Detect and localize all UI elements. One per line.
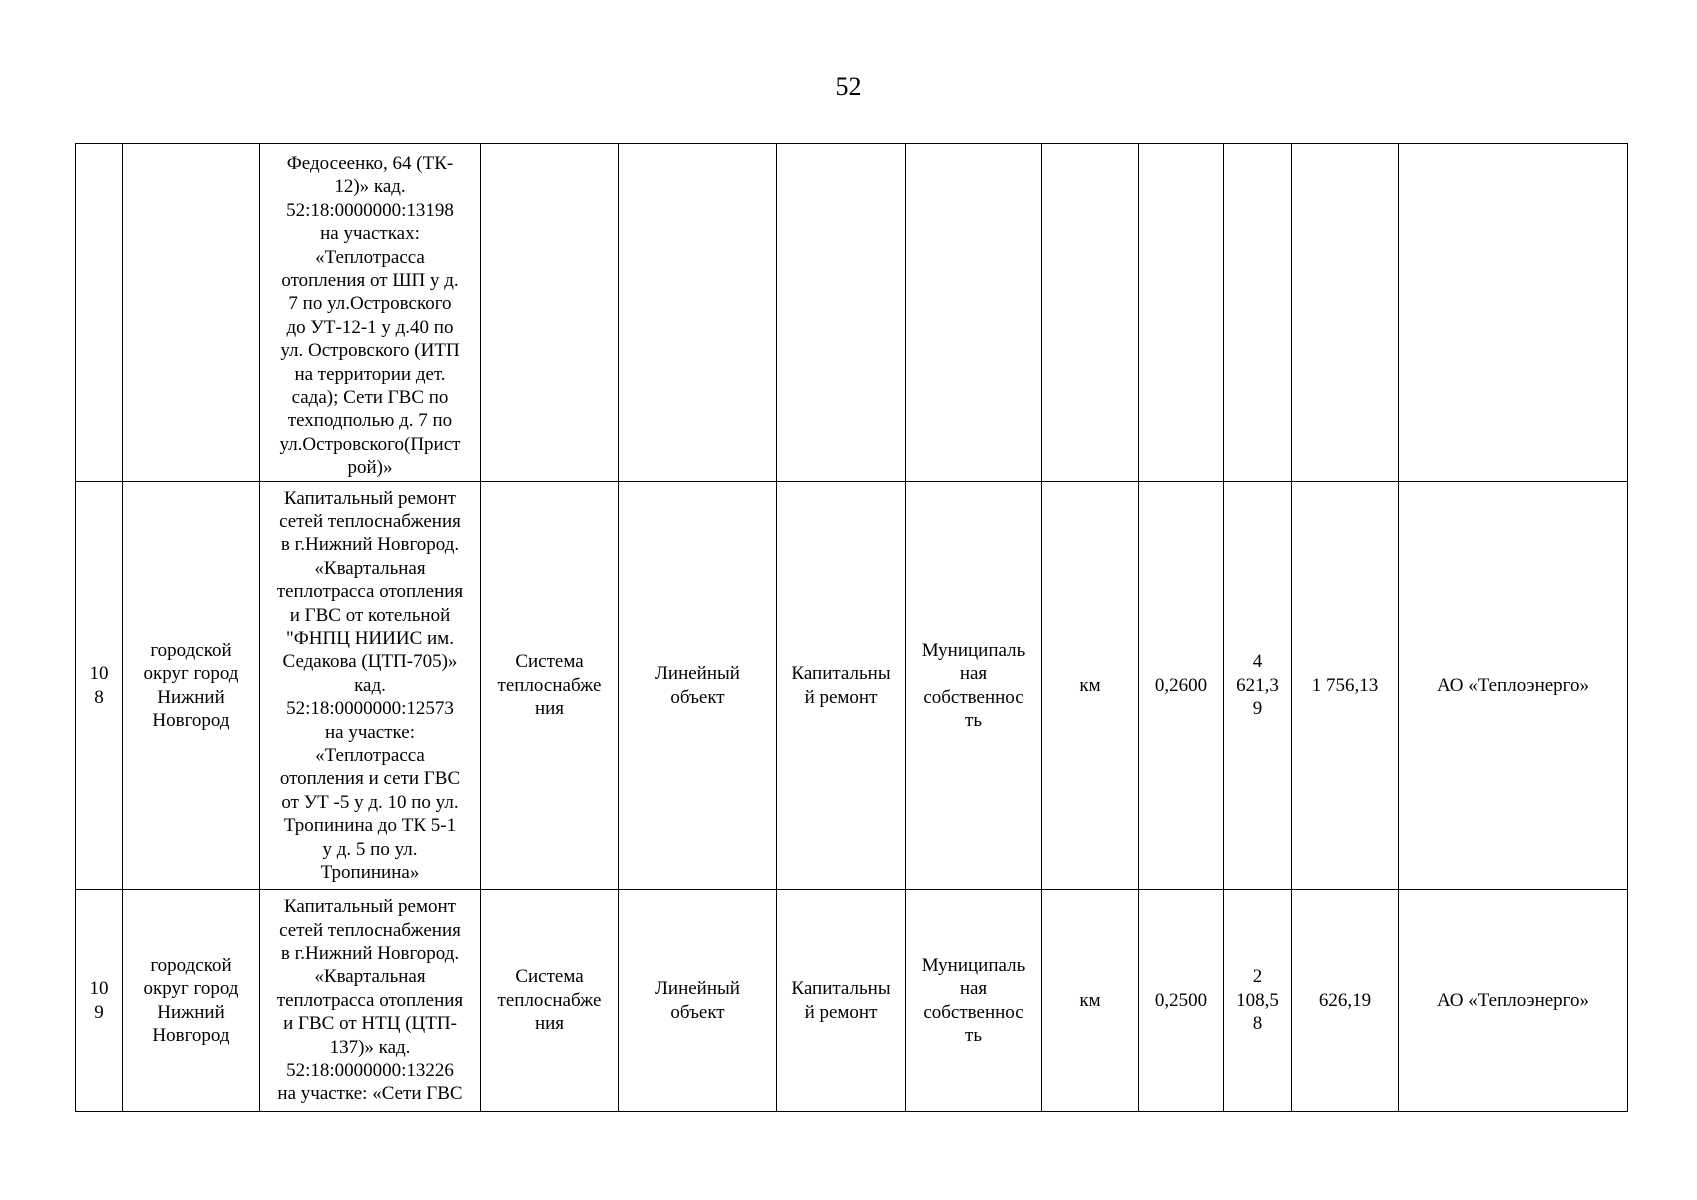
work-type-cell	[777, 144, 906, 482]
unit-cell: км	[1042, 482, 1139, 890]
system-cell: Система теплоснабже ния	[481, 482, 619, 890]
unit-cell: км	[1042, 890, 1139, 1112]
table-row	[76, 890, 1628, 1112]
territory-cell: городской округ город Нижний Новгород	[123, 890, 260, 1112]
territory-cell: городской округ город Нижний Новгород	[123, 482, 260, 890]
page-number: 52	[835, 72, 862, 101]
organization-cell: АО «Теплоэнерго»	[1399, 482, 1628, 890]
organization-cell: АО «Теплоэнерго»	[1399, 890, 1628, 1112]
system-cell: Система теплоснабже ния	[481, 890, 619, 1112]
cost1-cell: 4 621,3 9	[1224, 482, 1292, 890]
cost2-cell: 626,19	[1292, 890, 1399, 1112]
cost1-cell: 2 108,5 8	[1224, 890, 1292, 1112]
work-type-cell: Капитальны й ремонт	[777, 482, 906, 890]
unit-cell	[1042, 144, 1139, 482]
territory-cell	[123, 144, 260, 482]
length-cell: 0,2600	[1139, 482, 1224, 890]
description-cell: Капитальный ремонт сетей теплоснабжения в г.Нижний Новгород. «Квартальная теплотрасса отопления и ГВС от НТЦ (ЦТП- 137)» кад. 52:18:0000000:13226 на участке: «Сети ГВС	[260, 890, 481, 1112]
organization-cell	[1399, 144, 1628, 482]
system-cell	[481, 144, 619, 482]
length-cell	[1139, 144, 1224, 482]
cost2-cell: 1 756,13	[1292, 482, 1399, 890]
cost1-cell	[1224, 144, 1292, 482]
table-row	[76, 482, 1628, 890]
description-cell: Капитальный ремонт сетей теплоснабжения в г.Нижний Новгород. «Квартальная теплотрасса отопления и ГВС от котельной "ФНПЦ НИИИС им. Седакова (ЦТП-705)» кад. 52:18:0000000:12573 на участке: «Теплотрасса отопления и сети ГВС от УТ -5 у д. 10 по ул. Тропинина до ТК 5-1 у д. 5 по ул. Тропинина»	[260, 482, 481, 890]
ownership-cell: Муниципаль ная собственнос ть	[906, 482, 1042, 890]
object-type-cell: Линейный объект	[619, 890, 777, 1112]
ownership-cell	[906, 144, 1042, 482]
work-type-cell: Капитальны й ремонт	[777, 890, 906, 1112]
objects-table	[75, 143, 1628, 1112]
row-number-cell	[76, 144, 123, 482]
length-cell: 0,2500	[1139, 890, 1224, 1112]
ownership-cell: Муниципаль ная собственнос ть	[906, 890, 1042, 1112]
cost2-cell	[1292, 144, 1399, 482]
object-type-cell	[619, 144, 777, 482]
table-row	[76, 144, 1628, 482]
row-number-cell: 10 8	[76, 482, 123, 890]
object-type-cell: Линейный объект	[619, 482, 777, 890]
row-number-cell: 10 9	[76, 890, 123, 1112]
description-cell: Федосеенко, 64 (ТК- 12)» кад. 52:18:0000000:13198 на участках: «Теплотрасса отопления от ШП у д. 7 по ул.Островского до УТ-12-1 у д.40 по ул. Островского (ИТП на территории дет. сада); Сети ГВС по техподполью д. 7 по ул.Островского(Прист рой)»	[260, 144, 481, 482]
